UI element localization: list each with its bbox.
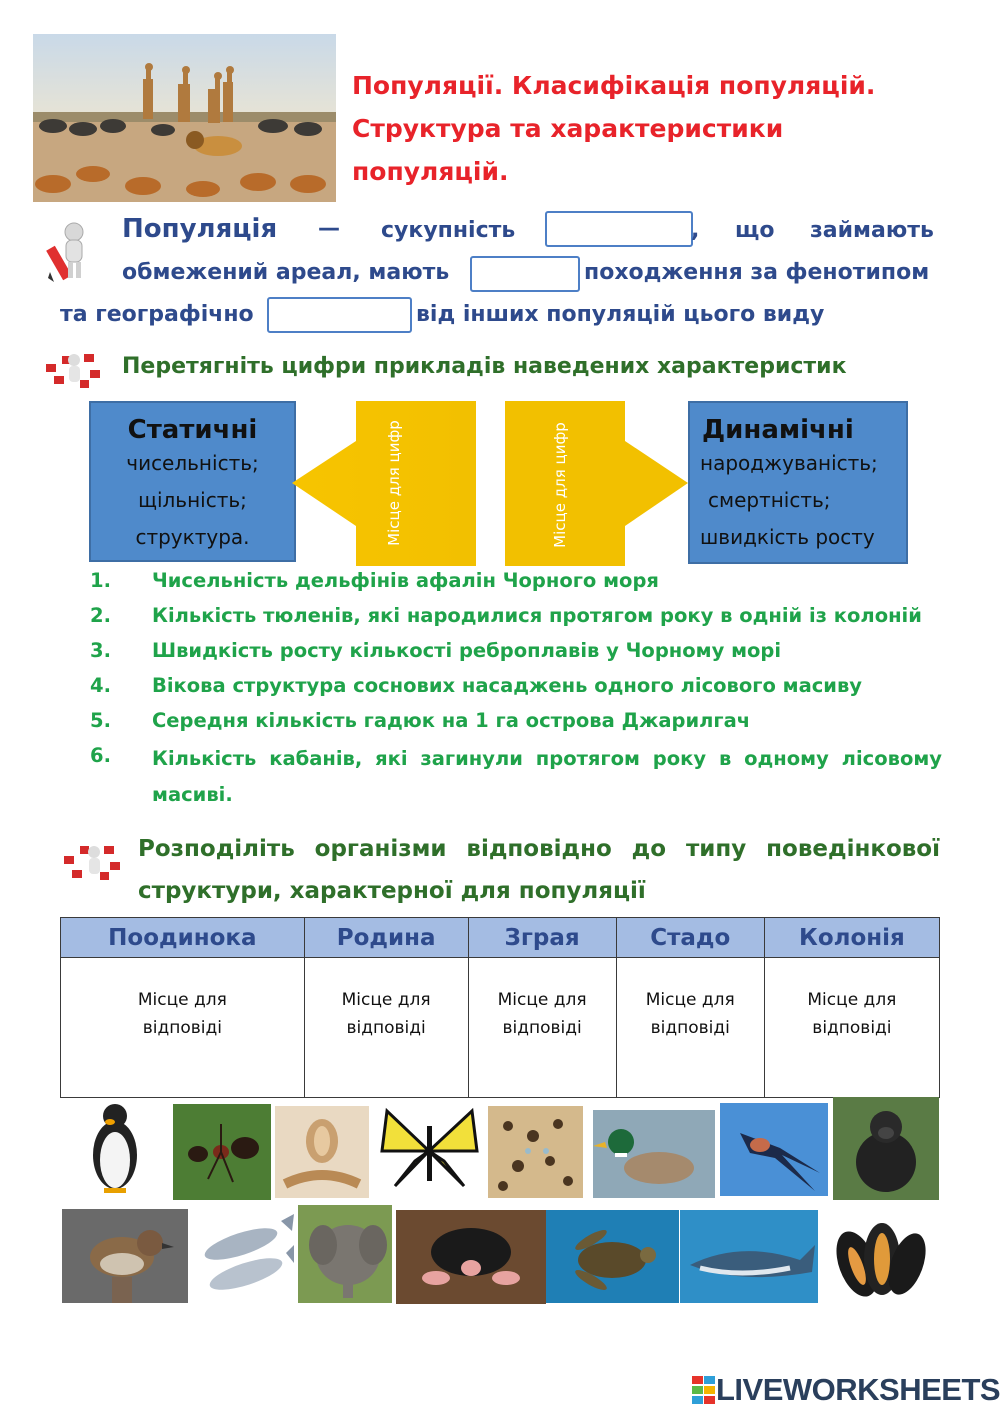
definition-comma: , xyxy=(691,218,700,243)
example-text: Вікова структура соснових насаджень одного лісового масиву xyxy=(152,674,863,697)
savanna-photo xyxy=(33,34,336,202)
example-text: Кількість кабанів, які загинули протягом року в одному лісовому масиві. xyxy=(152,747,942,806)
answer-placeholder: Місце для xyxy=(137,990,227,1010)
answer-placeholder: відповіді xyxy=(502,1018,582,1038)
example-text: Середня кількість гадюк на 1 га острова Джарилгач xyxy=(152,709,751,732)
task1-instruction: Перетягніть цифри прикладів наведених характеристик xyxy=(122,354,847,379)
definition-word-sukupnist: сукупність xyxy=(381,218,516,243)
answer-placeholder: відповіді xyxy=(142,1018,222,1038)
answer-blank-2[interactable] xyxy=(470,256,580,292)
column-header-family: Родина xyxy=(304,918,468,958)
example-number[interactable]: 2. xyxy=(90,604,111,627)
sparrow-image[interactable] xyxy=(62,1209,188,1303)
column-header-solitary: Поодинока xyxy=(61,918,305,958)
definition-term: Популяція xyxy=(122,214,278,244)
dynamic-item: народжуваність; xyxy=(700,451,878,475)
duck-image[interactable] xyxy=(593,1110,715,1198)
leopard-image[interactable] xyxy=(488,1106,583,1198)
answer-cell-colony[interactable] xyxy=(764,958,939,1098)
whale-image[interactable] xyxy=(680,1210,818,1303)
puzzle-figure-icon xyxy=(62,838,124,888)
task2-instruction-line2: структури, характерної для популяції xyxy=(138,878,646,904)
column-header-colony: Колонія xyxy=(764,918,939,958)
example-number[interactable]: 6. xyxy=(90,744,111,767)
answer-placeholder: відповіді xyxy=(346,1018,426,1038)
example-number[interactable]: 5. xyxy=(90,709,111,732)
fish-image[interactable] xyxy=(196,1209,294,1303)
dynamic-item: швидкість росту xyxy=(700,525,875,549)
liveworksheets-logo xyxy=(692,1372,1000,1408)
task2-instruction-line1: Розподіліть організми відповідно до типу поведінкової xyxy=(138,836,940,862)
static-item: структура. xyxy=(135,525,250,549)
static-drop-zone[interactable] xyxy=(292,401,476,566)
column-header-herd: Стадо xyxy=(616,918,764,958)
answer-placeholder: Місце для xyxy=(645,990,735,1010)
behaviour-table xyxy=(60,917,940,1098)
example-item[interactable] xyxy=(90,636,942,671)
example-number[interactable]: 3. xyxy=(90,639,111,662)
answer-placeholder: Місце для xyxy=(807,990,897,1010)
definition-line2-end: походження за фенотипом xyxy=(584,260,930,285)
example-item[interactable] xyxy=(90,566,942,601)
ant-image[interactable] xyxy=(173,1104,271,1200)
dynamic-heading: Динамічні xyxy=(702,415,854,445)
definition-word-shcho: що xyxy=(735,218,775,243)
examples-list xyxy=(90,566,942,811)
cobra-image[interactable] xyxy=(275,1106,369,1198)
writing-figure-icon xyxy=(46,220,100,284)
dynamic-drop-zone[interactable] xyxy=(505,401,688,566)
task2-instruction xyxy=(138,828,940,912)
answer-placeholder: відповіді xyxy=(650,1018,730,1038)
answer-cell-family[interactable] xyxy=(304,958,468,1098)
swallow-image[interactable] xyxy=(720,1103,828,1196)
drop-zone-label-right: Місце для цифр xyxy=(551,422,569,548)
answer-placeholder: Місце для xyxy=(341,990,431,1010)
example-item[interactable] xyxy=(90,601,942,636)
mole-image[interactable] xyxy=(396,1210,546,1304)
example-text: Чисельність дельфінів афалін Чорного моря xyxy=(152,569,659,592)
example-item[interactable] xyxy=(90,706,942,741)
title-line-3: популяцій. xyxy=(352,157,509,186)
definition-line2-start: обмежений ареал, мають xyxy=(122,260,450,285)
static-heading: Статичні xyxy=(127,415,258,445)
puzzle-figure-icon xyxy=(44,346,104,394)
page-title xyxy=(352,64,952,193)
example-text: Кількість тюленів, які народилися протягом року в одній із колоній xyxy=(152,604,922,627)
dynamic-characteristics-box xyxy=(688,401,908,564)
butterfly-image[interactable] xyxy=(377,1106,482,1196)
penguin-image[interactable] xyxy=(80,1100,150,1195)
static-characteristics-box xyxy=(89,401,296,562)
answer-cell-pack[interactable] xyxy=(468,958,616,1098)
elephant-image[interactable] xyxy=(298,1205,392,1303)
definition-dash: — xyxy=(318,216,340,241)
liveworksheets-logo-icon xyxy=(692,1376,716,1404)
gorilla-image[interactable] xyxy=(833,1097,939,1200)
mussels-image[interactable] xyxy=(822,1204,932,1304)
definition-line3-start: та географічно xyxy=(60,302,254,327)
column-header-pack: Зграя xyxy=(468,918,616,958)
sea-turtle-image[interactable] xyxy=(546,1210,679,1303)
example-text: Швидкість росту кількості реброплавів у Чорному морі xyxy=(152,639,782,662)
answer-cell-solitary[interactable] xyxy=(61,958,305,1098)
answer-blank-3[interactable] xyxy=(267,297,412,333)
example-item[interactable] xyxy=(90,671,942,706)
answer-blank-1[interactable] xyxy=(545,211,693,247)
answer-placeholder: Місце для xyxy=(497,990,587,1010)
answer-cell-herd[interactable] xyxy=(616,958,764,1098)
example-item[interactable] xyxy=(90,741,942,811)
example-number[interactable]: 4. xyxy=(90,674,111,697)
static-item: щільність; xyxy=(138,488,247,512)
dynamic-item: смертність; xyxy=(708,488,831,512)
title-line-2: Структура та характеристики xyxy=(352,114,784,143)
liveworksheets-logo-text: LIVEWORKSHEETS xyxy=(716,1372,1000,1407)
answer-placeholder: відповіді xyxy=(812,1018,892,1038)
definition-word-zaimaiut: займають xyxy=(810,218,934,243)
example-number[interactable]: 1. xyxy=(90,569,111,592)
title-line-1: Популяції. Класифікація популяцій. xyxy=(352,71,876,100)
static-item: чисельність; xyxy=(126,451,259,475)
definition-line3-end: від інших популяцій цього виду xyxy=(416,302,825,327)
drop-zone-label-left: Місце для цифр xyxy=(385,420,403,546)
